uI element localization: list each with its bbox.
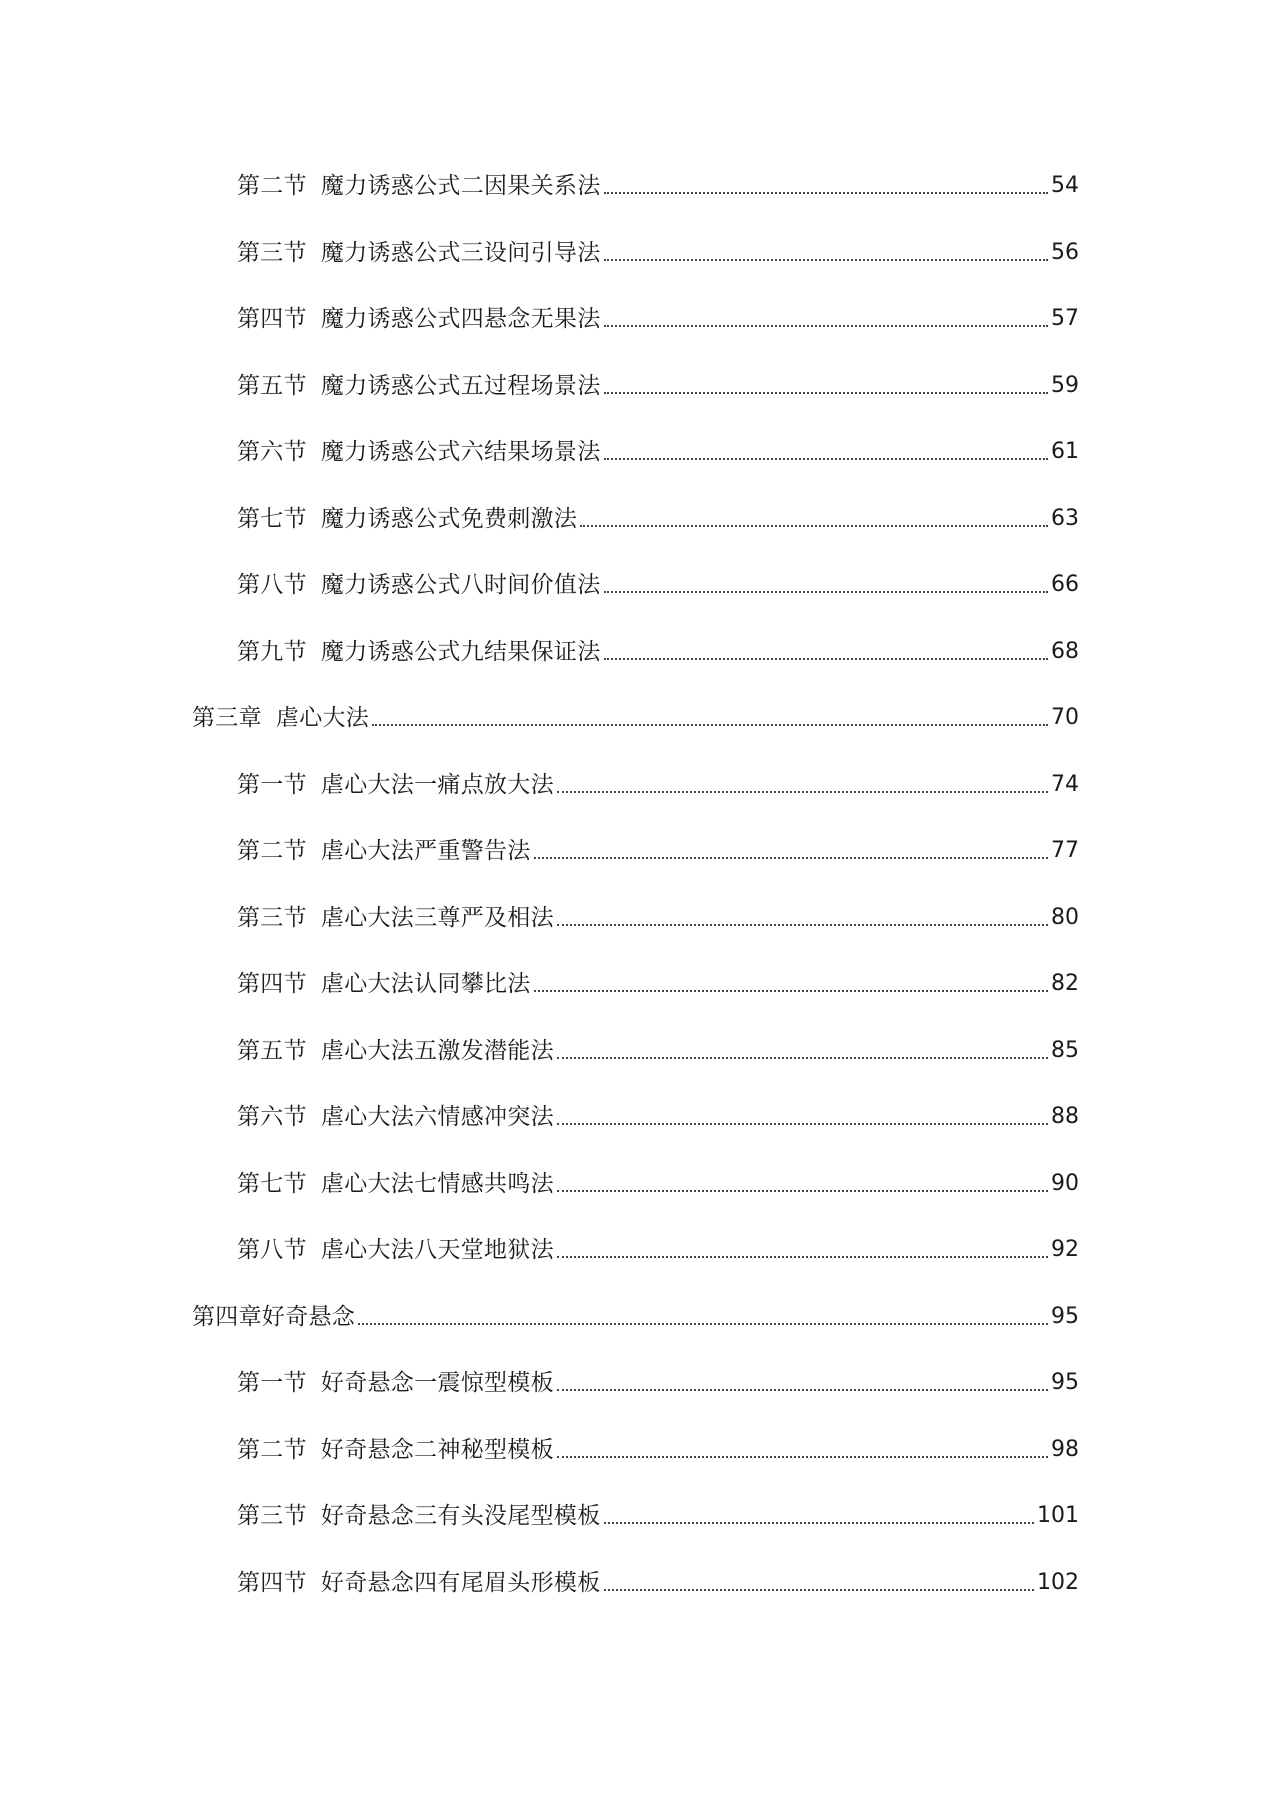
toc-entry-label (237, 505, 577, 533)
toc-entry-title: 好奇悬念三有头没尾型模板 (320, 1503, 601, 1529)
toc-entry-number: 第一节 (237, 1370, 307, 1396)
toc-page-number: 102 (1037, 1569, 1079, 1595)
toc-entry-label (192, 704, 369, 732)
toc-entry-label (237, 239, 601, 267)
toc-page-number: 70 (1051, 705, 1079, 730)
toc-entry-label (237, 1170, 554, 1198)
toc-entry-number: 第七节 (237, 1170, 307, 1197)
toc-dot-leader (604, 458, 1048, 460)
toc-entry-title: 虐心大法五激发潜能法 (320, 1037, 554, 1064)
toc-entry[interactable] (237, 1091, 1079, 1131)
toc-entry-number: 第四节 (237, 1569, 307, 1596)
toc-entry-title: 好奇悬念四有尾眉头形模板 (320, 1569, 601, 1596)
toc-entry-title: 好奇悬念 (261, 1303, 356, 1330)
toc-entry[interactable] (237, 1557, 1079, 1597)
toc-page-number: 80 (1051, 904, 1079, 930)
toc-dot-leader (557, 1123, 1048, 1125)
toc-dot-leader (557, 791, 1048, 793)
toc-dot-leader (604, 658, 1048, 660)
toc-entry[interactable] (237, 1424, 1079, 1464)
toc-entry-number: 第四节 (237, 306, 307, 332)
toc-page-number: 90 (1051, 1170, 1079, 1196)
toc-entry-title: 魔力诱惑公式三设问引导法 (320, 239, 601, 266)
toc-entry-title: 虐心大法严重警告法 (320, 838, 531, 864)
toc-entry-label (237, 1369, 554, 1397)
toc-entry-number: 第六节 (237, 439, 307, 465)
toc-page-number: 57 (1051, 306, 1079, 331)
toc-entry-label (237, 1037, 554, 1065)
toc-dot-leader (604, 392, 1048, 394)
toc-chapter-entry[interactable] (192, 692, 1079, 732)
toc-entry-number: 第五节 (237, 1037, 307, 1064)
toc-entry-label (237, 1436, 554, 1464)
toc-entry-title: 虐心大法三尊严及相法 (320, 904, 554, 931)
toc-entry-title: 魔力诱惑公式六结果场景法 (320, 439, 601, 465)
toc-page-number: 56 (1051, 239, 1079, 265)
toc-dot-leader (580, 525, 1048, 527)
toc-entry-title: 魔力诱惑公式免费刺激法 (320, 505, 578, 532)
toc-entry[interactable] (237, 160, 1079, 200)
toc-entry-title: 虐心大法 (275, 705, 370, 731)
toc-entry-number: 第三节 (237, 1503, 307, 1529)
toc-entry-title: 魔力诱惑公式二因果关系法 (320, 173, 601, 199)
toc-page-number: 59 (1051, 372, 1079, 398)
toc-page-number: 92 (1051, 1237, 1079, 1262)
toc-page-number: 95 (1051, 1303, 1079, 1329)
toc-entry[interactable] (237, 1025, 1079, 1065)
toc-entry-label (237, 1103, 554, 1131)
toc-entry[interactable] (237, 759, 1079, 799)
toc-dot-leader (534, 857, 1048, 859)
toc-dot-leader (557, 1456, 1048, 1458)
toc-entry-label (237, 305, 601, 333)
toc-entry-number: 第八节 (237, 1237, 307, 1263)
toc-entry[interactable] (237, 958, 1079, 998)
toc-entry-title: 好奇悬念一震惊型模板 (320, 1370, 554, 1396)
toc-entry-number: 第二节 (237, 1436, 307, 1463)
toc-page-number: 101 (1037, 1503, 1079, 1528)
toc-dot-leader (604, 1522, 1034, 1524)
toc-entry[interactable] (237, 293, 1079, 333)
toc-entry[interactable] (237, 1490, 1079, 1530)
toc-entry-number: 第三节 (237, 904, 307, 931)
toc-page-number: 77 (1051, 838, 1079, 863)
toc-entry-label (237, 571, 601, 599)
toc-page-number: 82 (1051, 971, 1079, 996)
toc-dot-leader (557, 924, 1048, 926)
toc-entry-number: 第三章 (192, 705, 262, 731)
toc-entry-number: 第二节 (237, 173, 307, 199)
toc-entry[interactable] (237, 426, 1079, 466)
toc-page-number: 68 (1051, 638, 1079, 664)
toc-entry[interactable] (237, 1158, 1079, 1198)
toc-dot-leader (604, 591, 1048, 593)
toc-entry[interactable] (237, 892, 1079, 932)
toc-entry-title: 魔力诱惑公式四悬念无果法 (320, 306, 601, 332)
toc-entry-title: 虐心大法七情感共鸣法 (320, 1170, 554, 1197)
toc-entry-number: 第六节 (237, 1104, 307, 1130)
toc-page-number: 66 (1051, 572, 1079, 597)
toc-entry[interactable] (237, 825, 1079, 865)
toc-entry-label (237, 1569, 601, 1597)
toc-entry[interactable] (237, 493, 1079, 533)
toc-entry[interactable] (237, 227, 1079, 267)
toc-entry-number: 第四节 (237, 971, 307, 997)
toc-page-number: 54 (1051, 173, 1079, 198)
toc-page-number: 85 (1051, 1037, 1079, 1063)
toc-dot-leader (557, 1389, 1048, 1391)
toc-entry-number: 第一节 (237, 771, 307, 798)
toc-dot-leader (358, 1323, 1048, 1325)
toc-entry-title: 虐心大法八天堂地狱法 (320, 1237, 554, 1263)
toc-entry-label (237, 904, 554, 932)
toc-dot-leader (557, 1057, 1048, 1059)
toc-entry-title: 魔力诱惑公式八时间价值法 (320, 572, 601, 598)
toc-dot-leader (604, 325, 1048, 327)
toc-page-number: 98 (1051, 1436, 1079, 1462)
toc-entry-label (237, 438, 601, 466)
toc-entry-title: 虐心大法认同攀比法 (320, 971, 531, 997)
toc-entry-label (237, 1236, 554, 1264)
toc-entry-label (237, 970, 531, 998)
toc-entry-number: 第七节 (237, 505, 307, 532)
toc-entry-number: 第二节 (237, 838, 307, 864)
toc-dot-leader (604, 1589, 1034, 1591)
toc-entry-label (237, 771, 554, 799)
toc-entry[interactable] (237, 1224, 1079, 1264)
toc-entry-title: 好奇悬念二神秘型模板 (320, 1436, 554, 1463)
toc-entry-number: 第三节 (237, 239, 307, 266)
toc-dot-leader (604, 192, 1048, 194)
toc-page-number: 74 (1051, 771, 1079, 797)
toc-entry[interactable] (237, 1357, 1079, 1397)
toc-entry-title: 虐心大法一痛点放大法 (320, 771, 554, 798)
toc-page-number: 63 (1051, 505, 1079, 531)
toc-dot-leader (557, 1190, 1048, 1192)
toc-dot-leader (534, 990, 1048, 992)
toc-entry[interactable] (237, 559, 1079, 599)
toc-entry-title: 魔力诱惑公式五过程场景法 (320, 372, 601, 399)
toc-entry-label (237, 1502, 601, 1530)
toc-entry-number: 第八节 (237, 572, 307, 598)
toc-dot-leader (372, 724, 1048, 726)
toc-entry-number: 第五节 (237, 372, 307, 399)
toc-entry-label (237, 837, 531, 865)
toc-entry[interactable] (237, 360, 1079, 400)
toc-entry[interactable] (237, 626, 1079, 666)
toc-entry-label (237, 172, 601, 200)
toc-entry-title: 魔力诱惑公式九结果保证法 (320, 638, 601, 665)
toc-entry-title: 虐心大法六情感冲突法 (320, 1104, 554, 1130)
toc-entry-label (192, 1303, 355, 1331)
toc-entry-label (237, 638, 601, 666)
toc-entry-label (237, 372, 601, 400)
toc-page-number: 61 (1051, 439, 1079, 464)
toc-entry-number: 第九节 (237, 638, 307, 665)
toc-chapter-entry[interactable] (192, 1291, 1079, 1331)
toc-dot-leader (604, 259, 1048, 261)
toc-dot-leader (557, 1256, 1048, 1258)
toc-entry-number: 第四章 (192, 1303, 262, 1330)
toc-page-number: 95 (1051, 1370, 1079, 1395)
toc-page-number: 88 (1051, 1104, 1079, 1129)
